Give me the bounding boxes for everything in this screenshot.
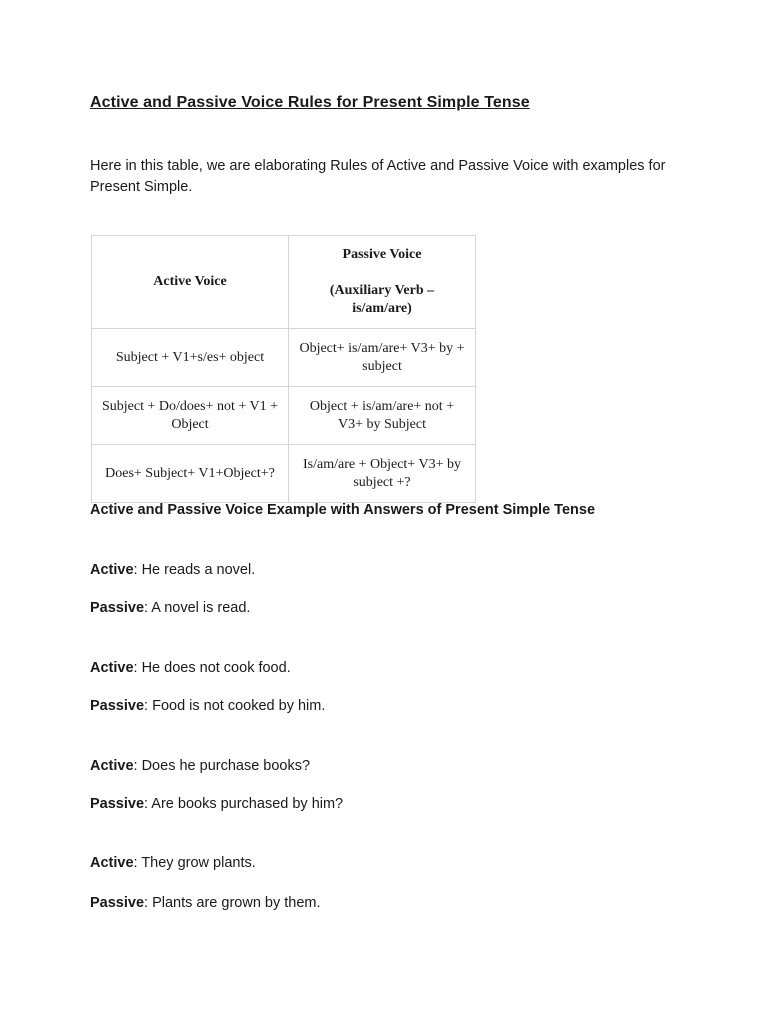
table-cell-active: Subject + V1+s/es+ object: [92, 329, 289, 387]
active-label: Active: [90, 855, 134, 871]
example-passive-line: [90, 698, 325, 714]
table-cell-active: Does+ Subject+ V1+Object+?: [92, 445, 289, 503]
table-cell-passive: Object + is/am/are+ not + V3+ by Subject: [289, 387, 476, 445]
active-sentence: : He reads a novel.: [133, 562, 256, 578]
active-sentence: : They grow plants.: [133, 855, 256, 871]
active-label: Active: [90, 660, 134, 676]
table-cell-active: Subject + Do/does+ not + V1 + Object: [92, 387, 289, 445]
passive-sentence: : Food is not cooked by him.: [144, 698, 326, 714]
passive-label: Passive: [90, 600, 145, 616]
passive-sentence: : Are books purchased by him?: [144, 796, 344, 812]
active-sentence: : Does he purchase books?: [133, 758, 311, 774]
example-passive-line: [90, 895, 321, 911]
passive-sentence: : Plants are grown by them.: [144, 895, 321, 911]
header-active-voice: Active Voice: [92, 236, 289, 329]
rules-table: [91, 235, 476, 503]
table-row: [92, 387, 476, 445]
example-active-line: [90, 758, 310, 774]
example-active-line: [90, 855, 256, 871]
example-passive-line: [90, 600, 250, 616]
table-cell-passive: Is/am/are + Object+ V3+ by subject +?: [289, 445, 476, 503]
example-active-line: [90, 562, 255, 578]
example-passive-line: [90, 796, 343, 812]
header-passive-voice: [289, 236, 476, 329]
header-passive-subtitle: (Auxiliary Verb – is/am/are): [329, 283, 435, 316]
table-row: [92, 329, 476, 387]
table-header-row: [92, 236, 476, 329]
intro-paragraph: Here in this table, we are elaborating Rules of Active and Passive Voice with examples for Present Simple.: [90, 158, 666, 195]
passive-label: Passive: [90, 698, 145, 714]
active-sentence: : He does not cook food.: [133, 660, 291, 676]
passive-label: Passive: [90, 796, 145, 812]
table-row: [92, 445, 476, 503]
page-title: Active and Passive Voice Rules for Present Simple Tense: [90, 94, 530, 111]
table-cell-passive: Object+ is/am/are+ V3+ by + subject: [289, 329, 476, 387]
examples-heading: Active and Passive Voice Example with Answers of Present Simple Tense: [90, 502, 596, 518]
active-label: Active: [90, 758, 134, 774]
example-active-line: [90, 660, 291, 676]
active-label: Active: [90, 562, 134, 578]
passive-sentence: : A novel is read.: [144, 600, 251, 616]
passive-label: Passive: [90, 895, 145, 911]
header-passive-title: Passive Voice: [342, 247, 422, 262]
